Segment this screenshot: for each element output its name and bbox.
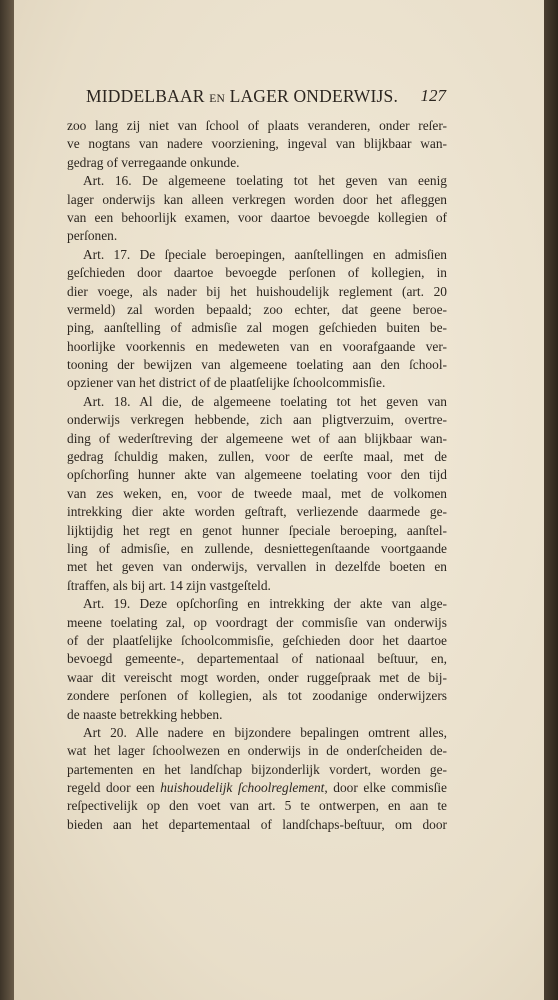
- scan-edge-left: [0, 0, 14, 1000]
- text-line: Art. 18. Al die, de algemeene toelating tot het geven van: [83, 393, 447, 409]
- text-line: geſchieden door daartoe bevoegde perſonen of kollegien, in: [67, 265, 447, 281]
- text-line: intrekking dier akte worden geſtraft, verliezende daarmede ge-: [67, 504, 447, 520]
- body-text: [67, 117, 447, 834]
- text-line: ſtraffen, als bij art. 14 zijn vastgeſteld.: [67, 577, 271, 593]
- text-line: reſpectivelijk op den voet van art. 5 te ontwerpen, en aan te: [67, 798, 447, 814]
- text-segment: regeld door een: [67, 780, 155, 796]
- running-head-conjunction: EN: [209, 93, 225, 105]
- text-line: meene toelating zal, op voordragt der commisſie van onderwijs: [67, 614, 447, 630]
- text-line: onderwijs verkregen hebbende, zich aan pligtverzuim, overtre-: [67, 412, 447, 428]
- text-line: zondere perſonen of kollegien, als tot zoodanige onderwijzers: [67, 688, 447, 704]
- text-line: dier voege, als nader bij het huishoudelijk reglement (art. 20: [67, 283, 447, 299]
- scan-edge-right: [544, 0, 558, 1000]
- text-line: gedrag ſchuldig maken, zullen, voor de eerſte maal, met de: [67, 449, 447, 465]
- text-line: tooning der bewijzen van algemeene toelating aan den ſchool-: [67, 357, 447, 373]
- page-header: [86, 86, 446, 108]
- running-head-part-2: LAGER ONDERWIJS.: [229, 86, 399, 106]
- text-line: Art. 19. Deze opſchorſing en intrekking der akte van alge-: [83, 596, 447, 612]
- text-line: Art 20. Alle nadere en bijzondere bepalingen omtrent alles,: [83, 724, 447, 740]
- running-head: [86, 86, 398, 107]
- text-line-mixed: [67, 779, 447, 797]
- text-line: van zes weken, en, voor de tweede maal, met de volkomen: [67, 485, 447, 501]
- text-line: waar dit vereischt mogt worden, onder ruggeſpraak met de bij-: [67, 669, 447, 685]
- text-line: ping, aanſtelling of admisſie zal mogen geſchieden buiten be-: [67, 320, 447, 336]
- text-line: Art. 17. De ſpeciale beroepingen, aanſtellingen en admisſien: [83, 246, 447, 262]
- text-line: bevoegd gemeente-, departementaal of nationaal beſtuur, en,: [67, 651, 447, 667]
- text-line: vermeld) zal worden bepaald; zoo echter, dat geene beroe-: [67, 301, 447, 317]
- running-head-part-1: MIDDELBAAR: [86, 86, 205, 106]
- text-segment: , door elke commisſie: [324, 780, 447, 796]
- text-line: Art. 16. De algemeene toelating tot het geven van eenig: [83, 173, 447, 189]
- text-line: lijktijdig het regt en genot hunner ſpeciale beroeping, aanſtel-: [67, 522, 447, 538]
- text-line: ve nogtans van nadere voorziening, ingeval van blijkbaar wan-: [67, 136, 447, 152]
- page-number: 127: [420, 86, 446, 105]
- text-line: perſonen.: [67, 228, 118, 244]
- text-line: met het geven van onderwijs, vervallen in dezelfde boeten en: [67, 559, 447, 575]
- text-line: partementen en het landſchap bijzonderlijk vordert, worden ge-: [67, 761, 447, 777]
- text-line: de naaste betrekking hebben.: [67, 706, 223, 722]
- text-line: opſchorſing hunner akte van algemeene toelating voor den tijd: [67, 467, 447, 483]
- text-line: wat het lager ſchoolwezen en onderwijs in de onderſcheiden de-: [67, 743, 447, 759]
- text-line: ling of admisſie, en zullende, desniettegenſtaande voortgaande: [67, 540, 447, 556]
- text-line: opziener van het district of de plaatſelijke ſchoolcommisſie.: [67, 375, 386, 391]
- book-page: [14, 0, 544, 1000]
- text-line: van een behoorlijk examen, voor daartoe bevoegde kollegien of: [67, 209, 447, 225]
- text-line: ding of wederſtreving der algemeene wet of aan blijkbaar wan-: [67, 430, 447, 446]
- text-line: zoo lang zij niet van ſchool of plaats veranderen, onder reſer-: [67, 118, 447, 133]
- text-line: of der plaatſelijke ſchoolcommisſie, geſchieden door het daartoe: [67, 632, 447, 648]
- text-segment-italic: huishoudelijk ſchoolreglement: [160, 780, 325, 796]
- text-line: gedrag of verregaande onkunde.: [67, 154, 240, 170]
- text-line: hoorlijke voorkennis en medeweten van en voorafgaande ver-: [67, 338, 447, 354]
- text-line: bieden aan het departementaal of landſchaps-beſtuur, om door: [67, 816, 447, 832]
- text-line: lager onderwijs kan alleen verkregen worden door het afleggen: [67, 191, 447, 207]
